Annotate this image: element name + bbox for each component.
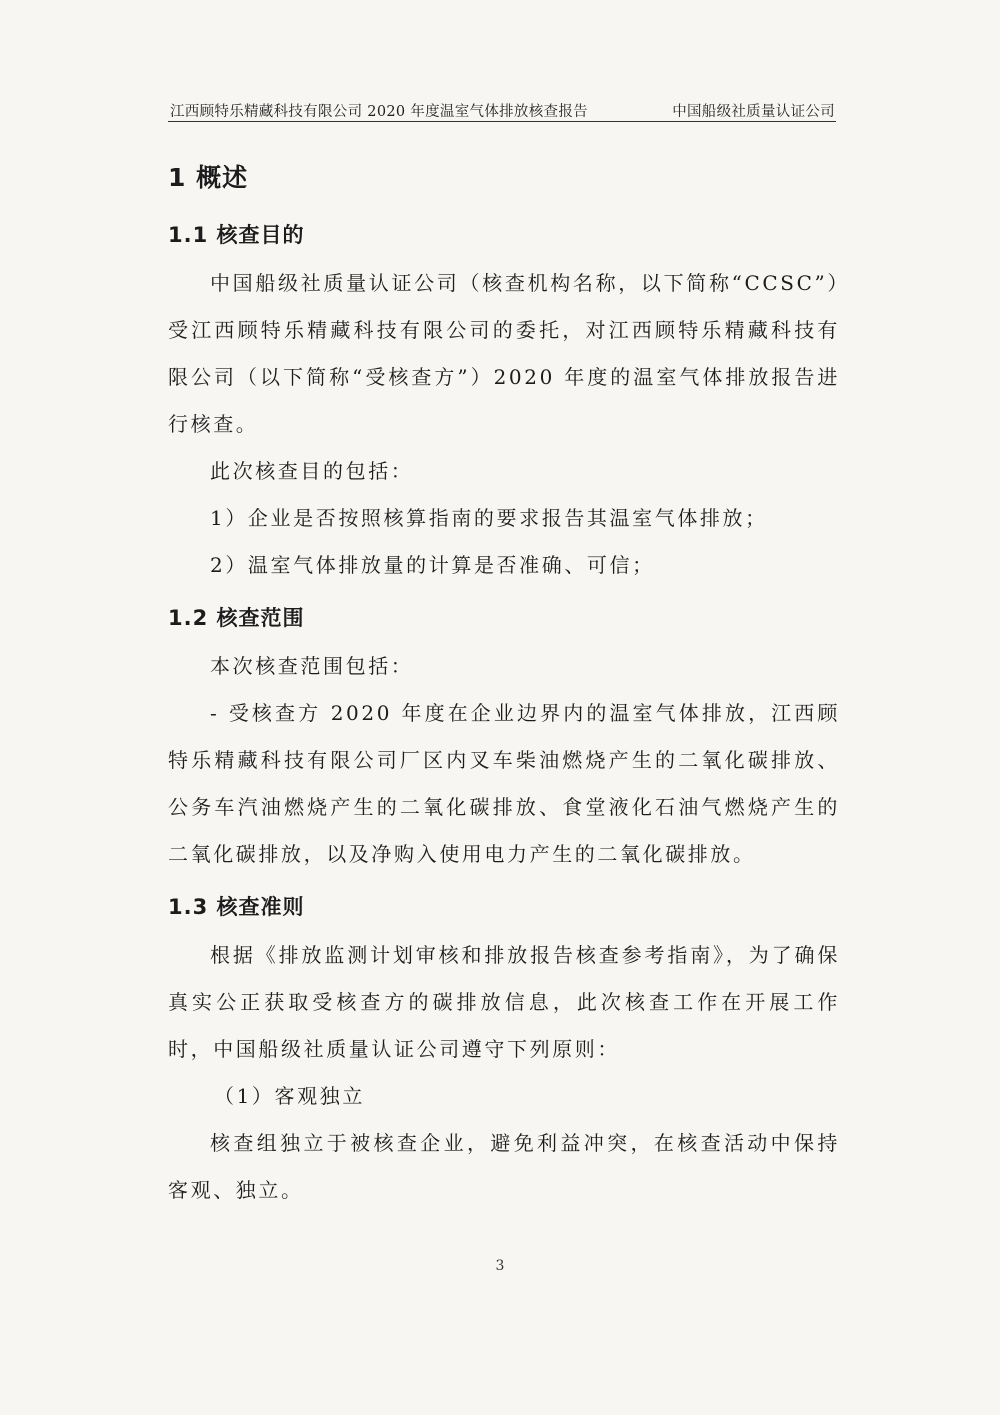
paragraph: - 受核查方 2020 年度在企业边界内的温室气体排放，江西顾特乐精藏科技有限公司厂区内叉车柴油燃烧产生的二氧化碳排放、公务车汽油燃烧产生的二氧化碳排放、食堂液化石油气燃烧产生的二氧化碳排放，以及净购入使用电力产生的二氧化碳排放。 [168, 701, 840, 866]
subsection-title-scope: 1.2 核查范围 [168, 606, 305, 630]
list-item: 2）温室气体排放量的计算是否准确、可信； [210, 553, 655, 577]
header-divider [168, 121, 836, 122]
paragraph: 中国船级社质量认证公司（核查机构名称，以下简称“CCSC”）受江西顾特乐精藏科技有限公司的委托，对江西顾特乐精藏科技有限公司（以下简称“受核查方”）2020 年度的温室气体排放报告进行核查。 [168, 271, 840, 436]
page-number: 3 [495, 1258, 505, 1274]
list-item: 1）企业是否按照核算指南的要求报告其温室气体排放； [210, 506, 768, 530]
section-title: 1 概述 [168, 163, 249, 192]
subsection-title-criteria: 1.3 核查准则 [168, 895, 305, 919]
subsection-title-purpose: 1.1 核查目的 [168, 223, 305, 247]
paragraph: 本次核查范围包括： [210, 654, 414, 678]
paragraph: 核查组独立于被核查企业，避免利益冲突，在核查活动中保持客观、独立。 [168, 1131, 840, 1202]
header-organization: 中国船级社质量认证公司 [672, 104, 835, 120]
document-body [168, 158, 840, 1214]
paragraph: 此次核查目的包括： [210, 459, 414, 483]
header-report-title: 江西顾特乐精藏科技有限公司 2020 年度温室气体排放核查报告 [170, 104, 588, 120]
running-header [170, 100, 835, 121]
paragraph: 根据《排放监测计划审核和排放报告核查参考指南》，为了确保真实公正获取受核查方的碳排放信息，此次核查工作在开展工作时，中国船级社质量认证公司遵守下列原则： [168, 943, 840, 1061]
list-item: （1）客观独立 [214, 1084, 365, 1108]
